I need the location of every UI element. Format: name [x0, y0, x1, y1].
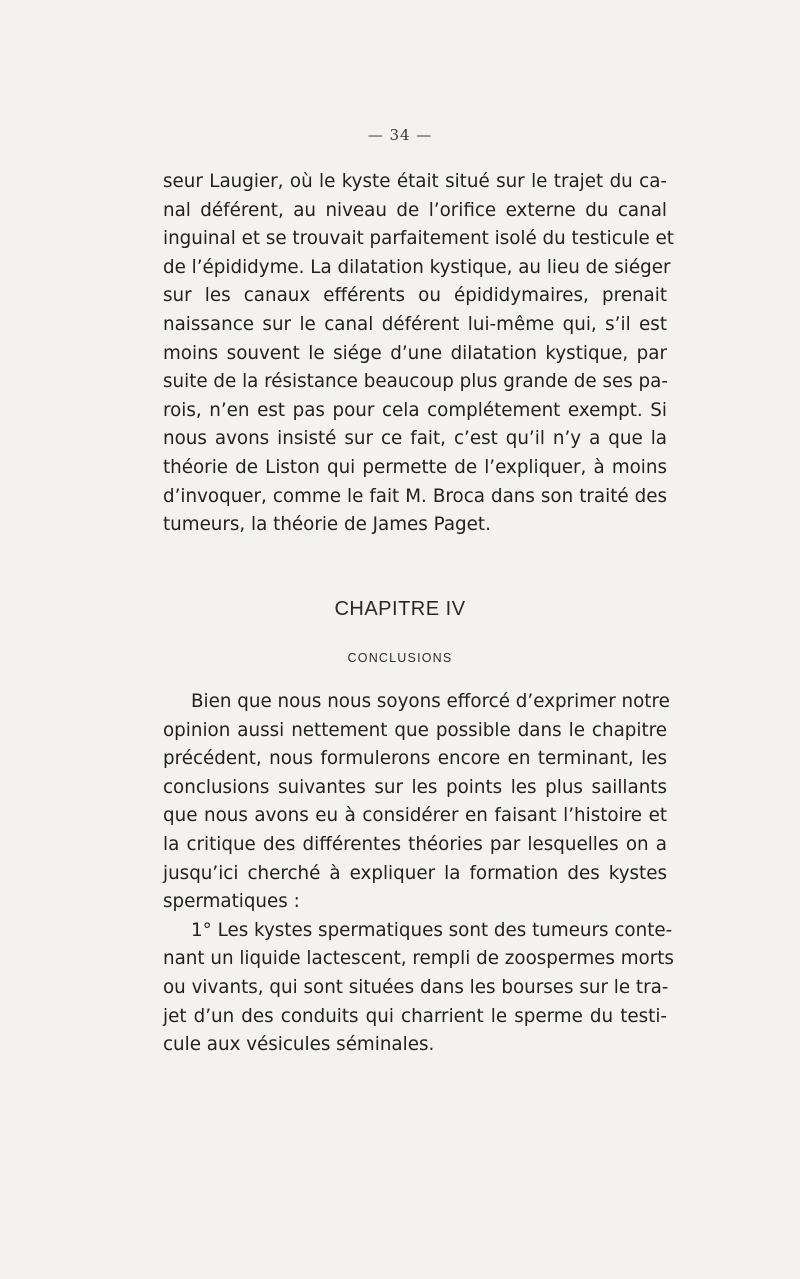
- text-line: la critique des différentes théories par lesquelles on a: [163, 833, 667, 855]
- text-line: 1° Les kystes spermatiques sont des tumeurs conte-: [191, 919, 673, 941]
- chapter-title: CHAPITRE IV: [334, 598, 466, 620]
- text-line: conclusions suivantes sur les points les plus saillants: [163, 776, 667, 798]
- text-line: rois, n’en est pas pour cela complétement exempt. Si: [163, 399, 667, 421]
- paragraph-continuation: [163, 168, 674, 540]
- text-line: théorie de Liston qui permette de l’expliquer, à moins: [163, 456, 667, 478]
- text-line: spermatiques :: [163, 891, 300, 913]
- text-line: tumeurs, la théorie de James Paget.: [163, 514, 491, 536]
- text-line: nant un liquide lactescent, rempli de zoospermes morts: [163, 948, 674, 970]
- text-line: précédent, nous formulerons encore en terminant, les: [163, 748, 667, 770]
- page-number: — 34 —: [367, 126, 433, 144]
- text-line: seur Laugier, où le kyste était situé sur le trajet du ca-: [163, 171, 667, 192]
- text-line: jet d’un des conduits qui charrient le sperme du testi-: [163, 1005, 667, 1027]
- text-line: moins souvent le siége d’une dilatation kystique, par: [163, 342, 667, 364]
- section-title: CONCLUSIONS: [347, 651, 453, 665]
- text-line: suite de la résistance beaucoup plus grande de ses pa-: [163, 371, 668, 393]
- text-line: nal déférent, au niveau de l’orifice externe du canal: [163, 199, 667, 221]
- text-line: d’invoquer, comme le fait M. Broca dans son traité des: [163, 485, 667, 507]
- text-line: nous avons insisté sur ce fait, c’est qu’il n’y a que la: [163, 428, 667, 450]
- text-line: que nous avons eu à considérer en faisant l’histoire et: [163, 805, 667, 827]
- text-line: sur les canaux efférents ou épididymaires, prenait: [163, 285, 667, 307]
- conclusions-body: [163, 688, 674, 1060]
- text-line: inguinal et se trouvait parfaitement isolé du testicule et: [163, 228, 674, 250]
- text-line: naissance sur le canal déférent lui-même qui, s’il est: [163, 313, 667, 335]
- text-line: ou vivants, qui sont situées dans les bourses sur le tra-: [163, 976, 669, 998]
- text-line: de l’épididyme. La dilatation kystique, au lieu de siéger: [163, 256, 671, 278]
- text-line: opinion aussi nettement que possible dans le chapitre: [163, 719, 667, 741]
- text-line: Bien que nous nous soyons efforcé d’exprimer notre: [191, 691, 670, 712]
- text-line: cule aux vésicules séminales.: [163, 1034, 435, 1056]
- text-line: jusqu’ici cherché à expliquer la formation des kystes: [163, 862, 667, 884]
